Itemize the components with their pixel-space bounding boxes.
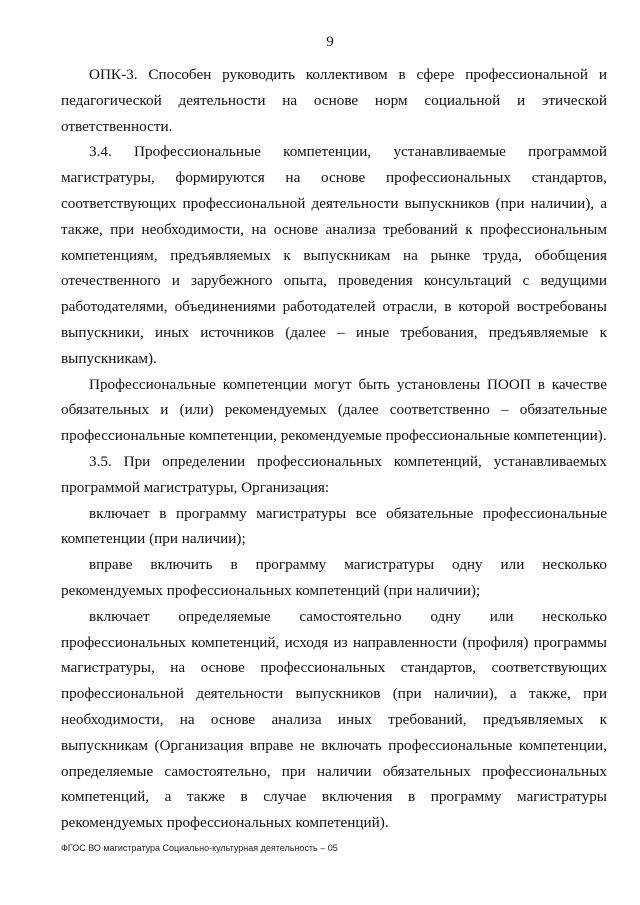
paragraph-3-5: 3.5. При определении профессиональных компетенций, устанавливаемых программой магистратуры, Организация: [61, 452, 607, 496]
paragraph-includes-defined: включает определяемые самостоятельно одну или несколько профессиональных компетенций, исходя из направленности (профиля) программы магистратуры, на основе профессиональных стандартов, соответствующих профессиональной деятельности выпускников (при наличии), а также, при необходимости, на основе анализа иных требований, предъявляемых к выпускникам (Организация вправе не включать профессиональные компетенции, определяемые самостоятельно, при наличии обязательных профессиональных компетенций, а также в случае включения в программу магистратуры рекомендуемых профессиональных компетенций). [61, 607, 607, 832]
paragraph-3-4: 3.4. Профессиональные компетенции, устанавливаемые программой магистратуры, формируются на основе профессиональных стандартов, соответствующих профессиональной деятельности выпускников (при наличии), а также, при необходимости, на основе анализа требований к профессиональным компетенциям, предъявляемых к выпускникам на рынке труда, обобщения отечественного и зарубежного опыта, проведения консультаций с ведущими работодателями, объединениями работодателей отрасли, в которой востребованы выпускники, иных источников (далее – иные требования, предъявляемые к выпускникам). [61, 143, 607, 367]
paragraph-prof-competencies: Профессиональные компетенции могут быть установлены ПООП в качестве обязательных и (или) рекомендуемых (далее соответственно – обязательные профессиональные компетенции, рекомендуемые профессиональные компетенции). [61, 375, 607, 445]
paragraph-may-include: вправе включить в программу магистратуры одну или несколько рекомендуемых профессиональных компетенций (при наличии); [61, 556, 607, 599]
page-number: 9 [326, 34, 334, 50]
page-footer: ФГОС ВО магистратура Социально-культурная деятельность – 05 [61, 843, 338, 853]
paragraph-opk3: ОПК-3. Способен руководить коллективом в сфере профессиональной и педагогической деятельности на основе норм социальной и этической ответственности. [61, 66, 607, 135]
document-body [61, 62, 607, 836]
paragraph-includes-mandatory: включает в программу магистратуры все обязательные профессиональные компетенции (при наличии); [61, 504, 607, 548]
